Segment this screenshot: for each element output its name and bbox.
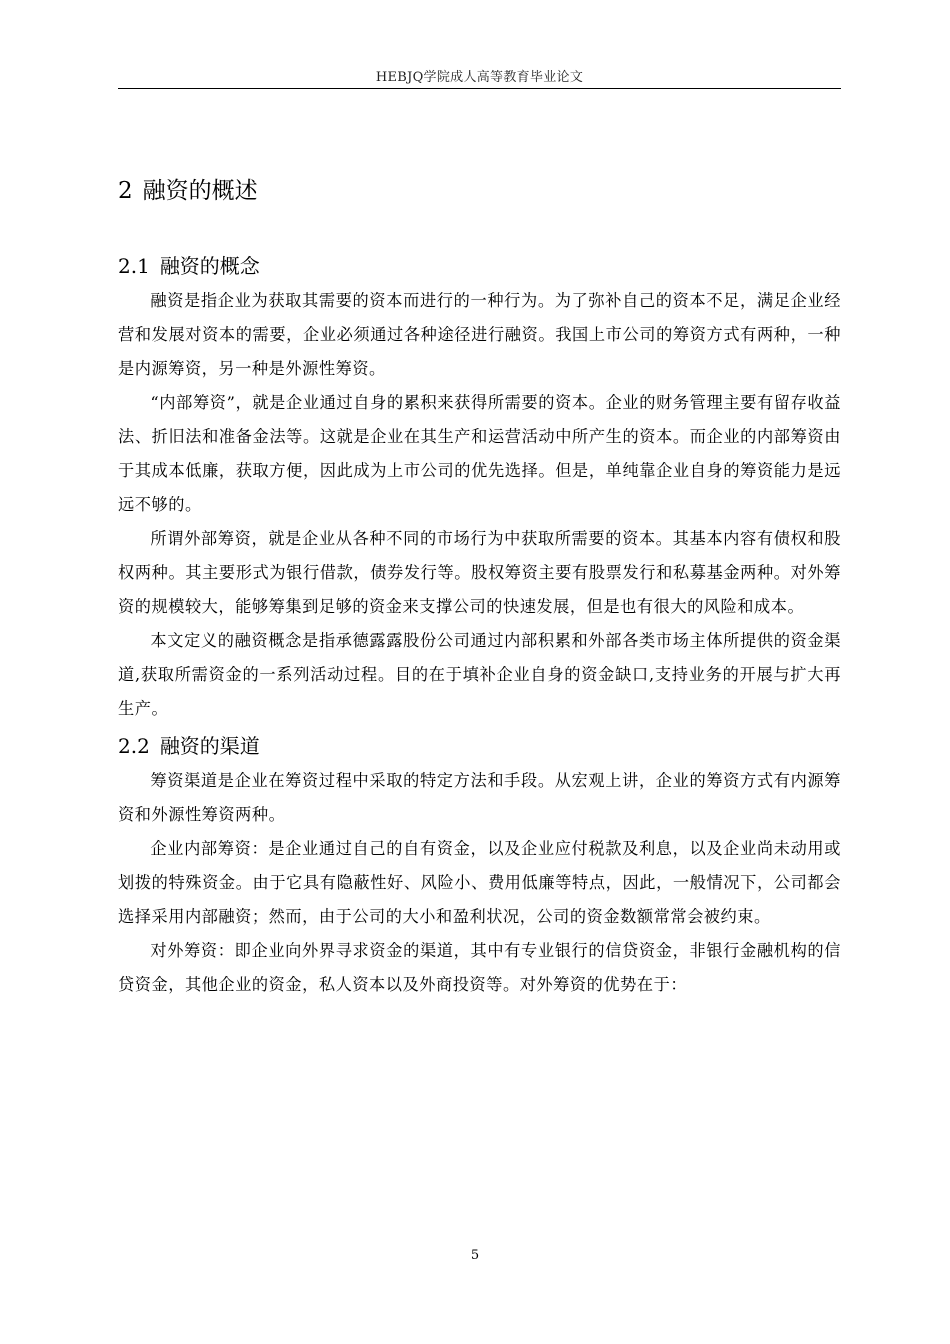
document-body: [118, 172, 841, 1002]
paragraph: 所谓外部筹资，就是企业从各种不同的市场行为中获取所需要的资本。其基本内容有债权和股权两种。其主要形式为银行借款，债券发行等。股权筹资主要有股票发行和私募基金两种。对外筹资的规模较大，能够筹集到足够的资金来支撑公司的快速发展，但是也有很大的风险和成本。: [118, 529, 841, 616]
paragraph: 本文定义的融资概念是指承德露露股份公司通过内部积累和外部各类市场主体所提供的资金渠道,获取所需资金的一系列活动过程。目的在于填补企业自身的资金缺口,支持业务的开展与扩大再生产。: [118, 631, 841, 718]
section-number: 2.1: [118, 254, 150, 278]
paragraph: “内部筹资”，就是企业通过自身的累积来获得所需要的资本。企业的财务管理主要有留存收益法、折旧法和准备金法等。这就是企业在其生产和运营活动中所产生的资本。而企业的内部筹资由于其成本低廉，获取方便，因此成为上市公司的优先选择。但是，单纯靠企业自身的筹资能力是远远不够的。: [118, 393, 841, 514]
header-divider: [118, 88, 841, 89]
chapter-heading: [118, 172, 841, 210]
section-number: 2.2: [118, 734, 150, 758]
chapter-title: 融资的概述: [142, 178, 258, 204]
paragraph: 对外筹资：即企业向外界寻求资金的渠道，其中有专业银行的信贷资金，非银行金融机构的信贷资金，其他企业的资金，私人资本以及外商投资等。对外筹资的优势在于：: [118, 941, 841, 994]
section-heading: [118, 728, 841, 764]
paragraph: 融资是指企业为获取其需要的资本而进行的一种行为。为了弥补自己的资本不足，满足企业经营和发展对资本的需要，企业必须通过各种途径进行融资。我国上市公司的筹资方式有两种，一种是内源筹资，另一种是外源性筹资。: [118, 291, 841, 378]
section-title: 融资的渠道: [159, 734, 260, 758]
section-title: 融资的概念: [159, 254, 260, 278]
paragraph: 筹资渠道是企业在筹资过程中采取的特定方法和手段。从宏观上讲，企业的筹资方式有内源筹资和外源性筹资两种。: [118, 771, 841, 824]
chapter-number: 2: [118, 178, 133, 204]
section-heading: [118, 248, 841, 284]
page-number: 5: [470, 1248, 480, 1263]
page-header: HEBJQ学院成人高等教育毕业论文: [375, 70, 584, 85]
paragraph: 企业内部筹资：是企业通过自己的自有资金，以及企业应付税款及利息，以及企业尚未动用或划拨的特殊资金。由于它具有隐蔽性好、风险小、费用低廉等特点，因此，一般情况下，公司都会选择采用内部融资；然而，由于公司的大小和盈利状况，公司的资金数额常常会被约束。: [118, 839, 841, 926]
